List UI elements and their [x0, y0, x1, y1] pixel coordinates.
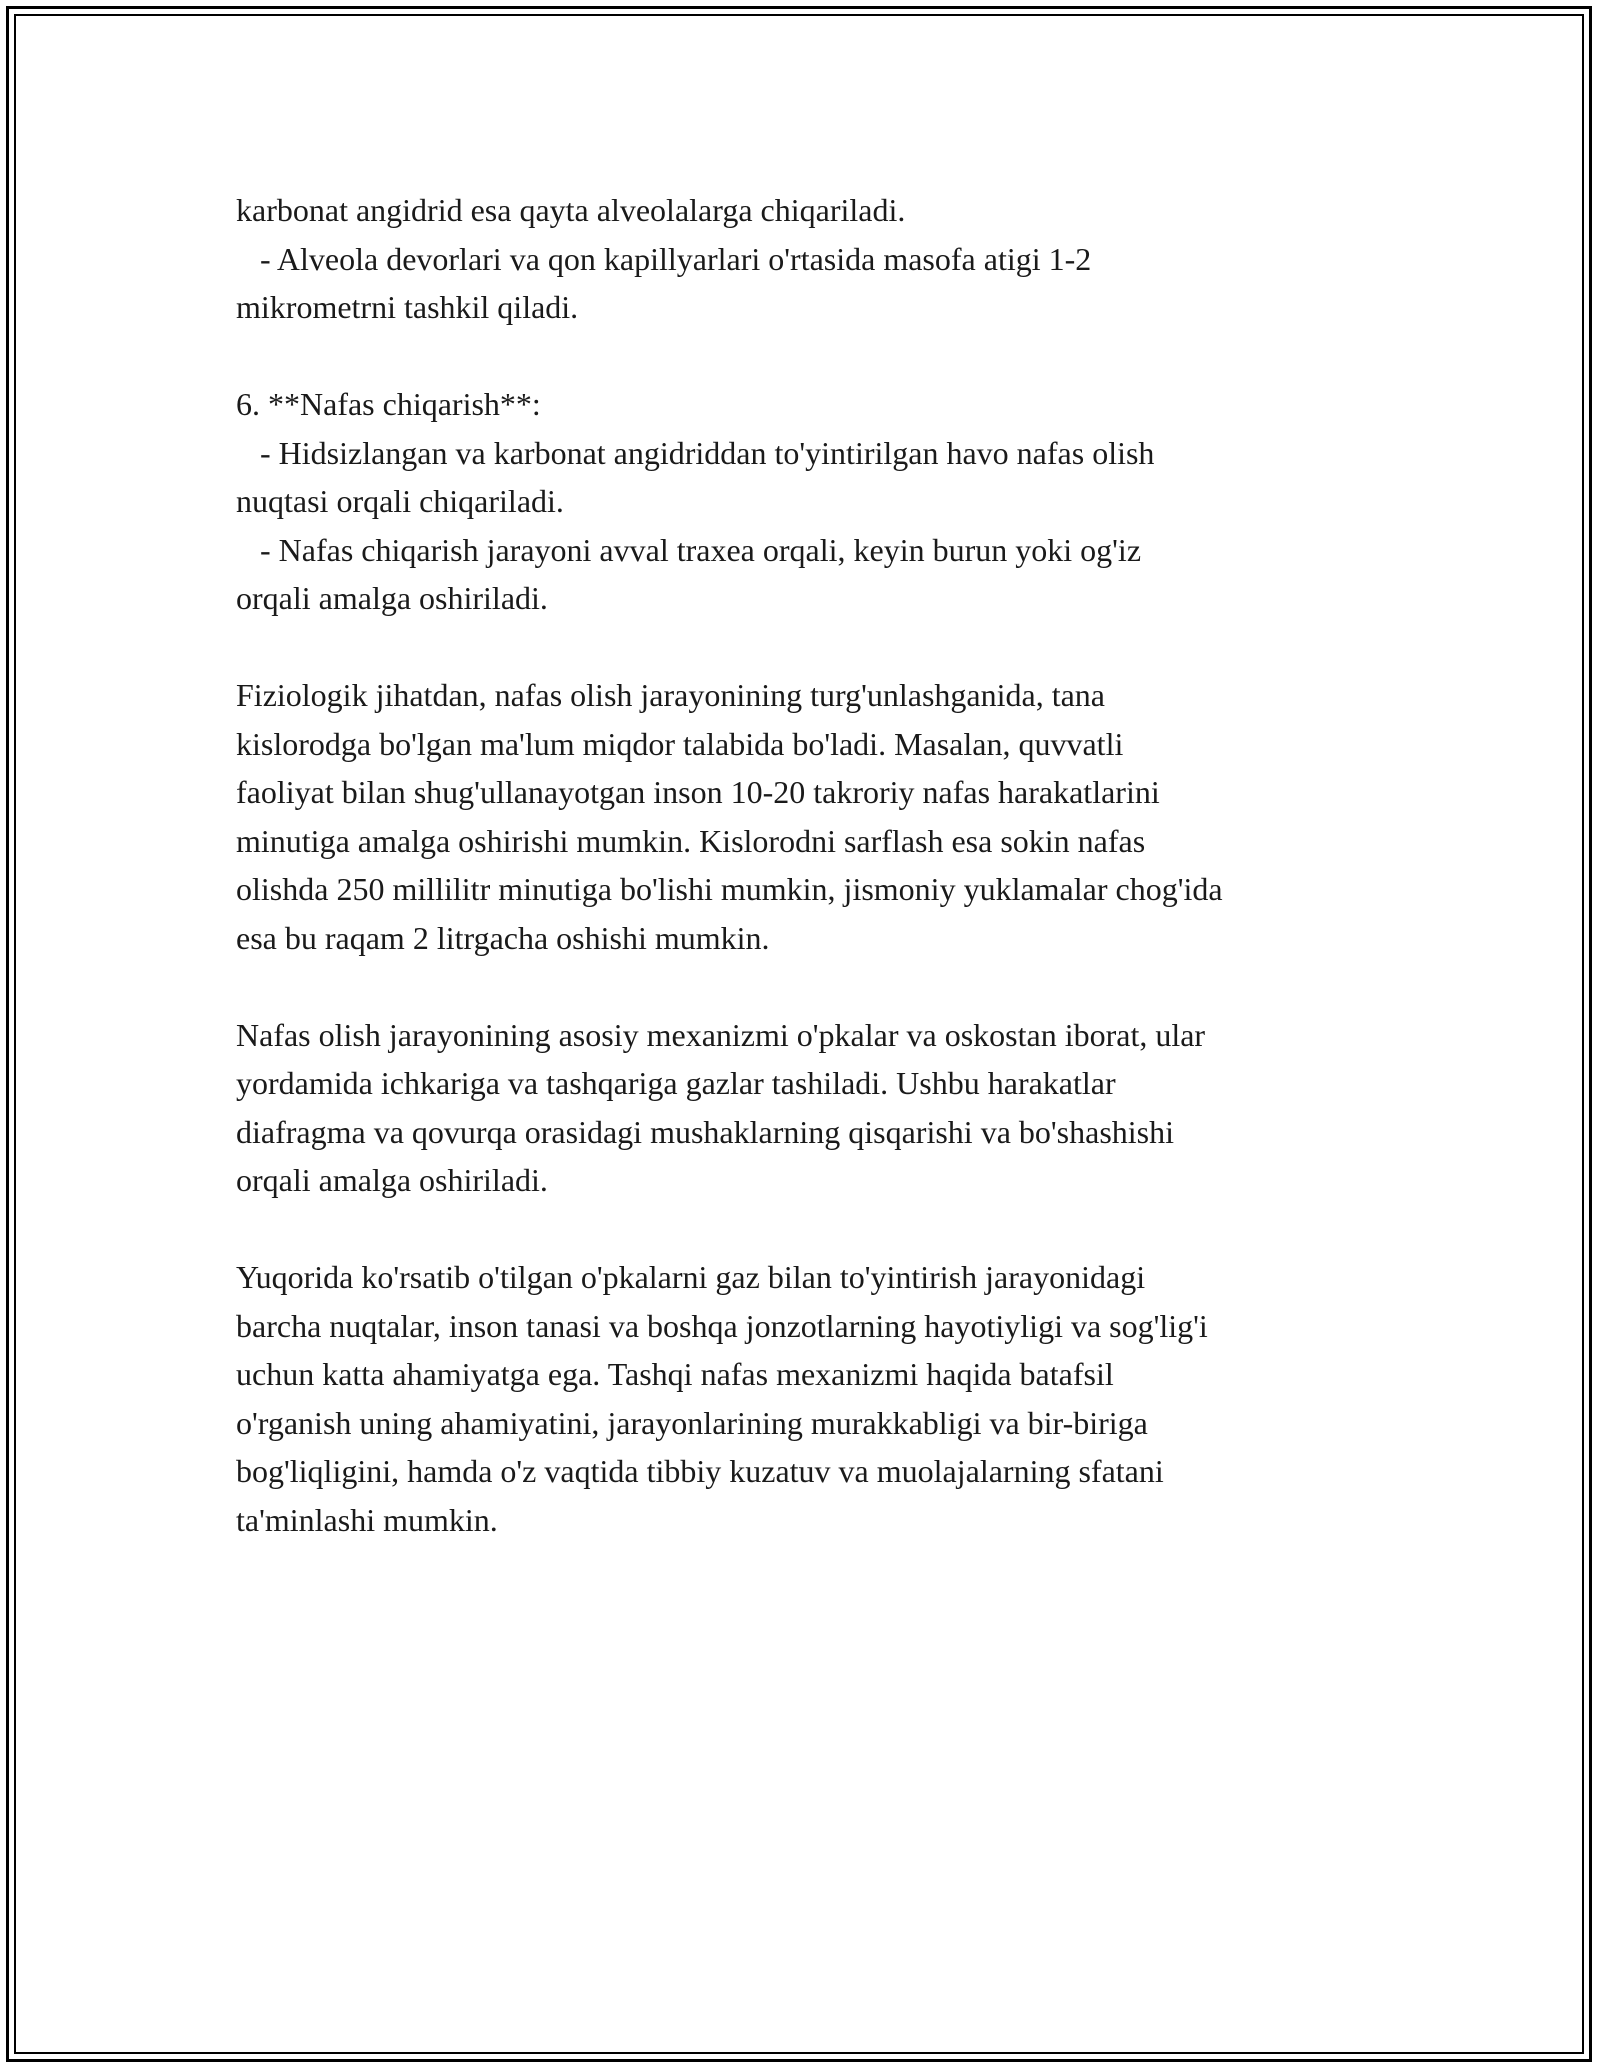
- text-line: yordamida ichkariga va tashqariga gazlar tashiladi. Ushbu harakatlar: [236, 1065, 1116, 1101]
- text-line: orqali amalga oshiriladi.: [236, 580, 548, 616]
- paragraph-1: [236, 186, 1396, 332]
- text-line: esa bu raqam 2 litrgacha oshishi mumkin.: [236, 919, 770, 956]
- text-line: 6. **Nafas chiqarish**:: [236, 386, 541, 422]
- text-line: o'rganish uning ahamiyatini, jarayonlarining murakkabligi va bir-biriga: [236, 1404, 1148, 1441]
- document-body: [236, 186, 1396, 1544]
- paragraph-5: [236, 1253, 1396, 1544]
- text-line: faoliyat bilan shug'ullanayotgan inson 10-20 takroriy nafas harakatlarini: [236, 774, 1160, 810]
- text-line: karbonat angidrid esa qayta alveolalarga chiqariladi.: [236, 192, 906, 228]
- text-line: kislorodga bo'lgan ma'lum miqdor talabida bo'ladi. Masalan, quvvatli: [236, 725, 1124, 762]
- text-line: bog'liqligini, hamda o'z vaqtida tibbiy kuzatuv va muolajalarning sfatani: [236, 1453, 1164, 1489]
- text-line: - Alveola devorlari va qon kapillyarlari o'rtasida masofa atigi 1-2: [236, 240, 1092, 277]
- text-line: Nafas olish jarayonining asosiy mexanizmi o'pkalar va oskostan iborat, ular: [236, 1016, 1206, 1053]
- paragraph-gap: [236, 1205, 1396, 1254]
- paragraph-4: [236, 1011, 1396, 1205]
- text-line: ta'minlashi mumkin.: [236, 1501, 498, 1538]
- paragraph-3: [236, 671, 1396, 962]
- text-line: uchun katta ahamiyatga ega. Tashqi nafas mexanizmi haqida batafsil: [236, 1356, 1114, 1392]
- text-line: nuqtasi orqali chiqariladi.: [236, 483, 564, 519]
- text-line: mikrometrni tashkil qiladi.: [236, 289, 579, 325]
- text-line: Yuqorida ko'rsatib o'tilgan o'pkalarni gaz bilan to'yintirish jarayonidagi: [236, 1259, 1146, 1295]
- paragraph-gap: [236, 332, 1396, 381]
- text-line: - Nafas chiqarish jarayoni avval traxea orqali, keyin burun yoki og'iz: [236, 531, 1142, 568]
- text-line: diafragma va qovurqa orasidagi mushaklarning qisqarishi va bo'shashishi: [236, 1113, 1174, 1150]
- paragraph-gap: [236, 623, 1396, 672]
- text-line: orqali amalga oshiriladi.: [236, 1162, 548, 1198]
- text-line: barcha nuqtalar, inson tanasi va boshqa jonzotlarning hayotiyligi va sog'lig'i: [236, 1307, 1208, 1344]
- text-line: Fiziologik jihatdan, nafas olish jarayonining turg'unlashganida, tana: [236, 677, 1105, 713]
- text-line: olishda 250 millilitr minutiga bo'lishi mumkin, jismoniy yuklamalar chog'ida: [236, 871, 1223, 907]
- paragraph-2: [236, 380, 1396, 623]
- paragraph-gap: [236, 962, 1396, 1011]
- text-line: - Hidsizlangan va karbonat angidriddan to'yintirilgan havo nafas olish: [236, 434, 1155, 471]
- text-line: minutiga amalga oshirishi mumkin. Kislorodni sarflash esa sokin nafas: [236, 822, 1146, 859]
